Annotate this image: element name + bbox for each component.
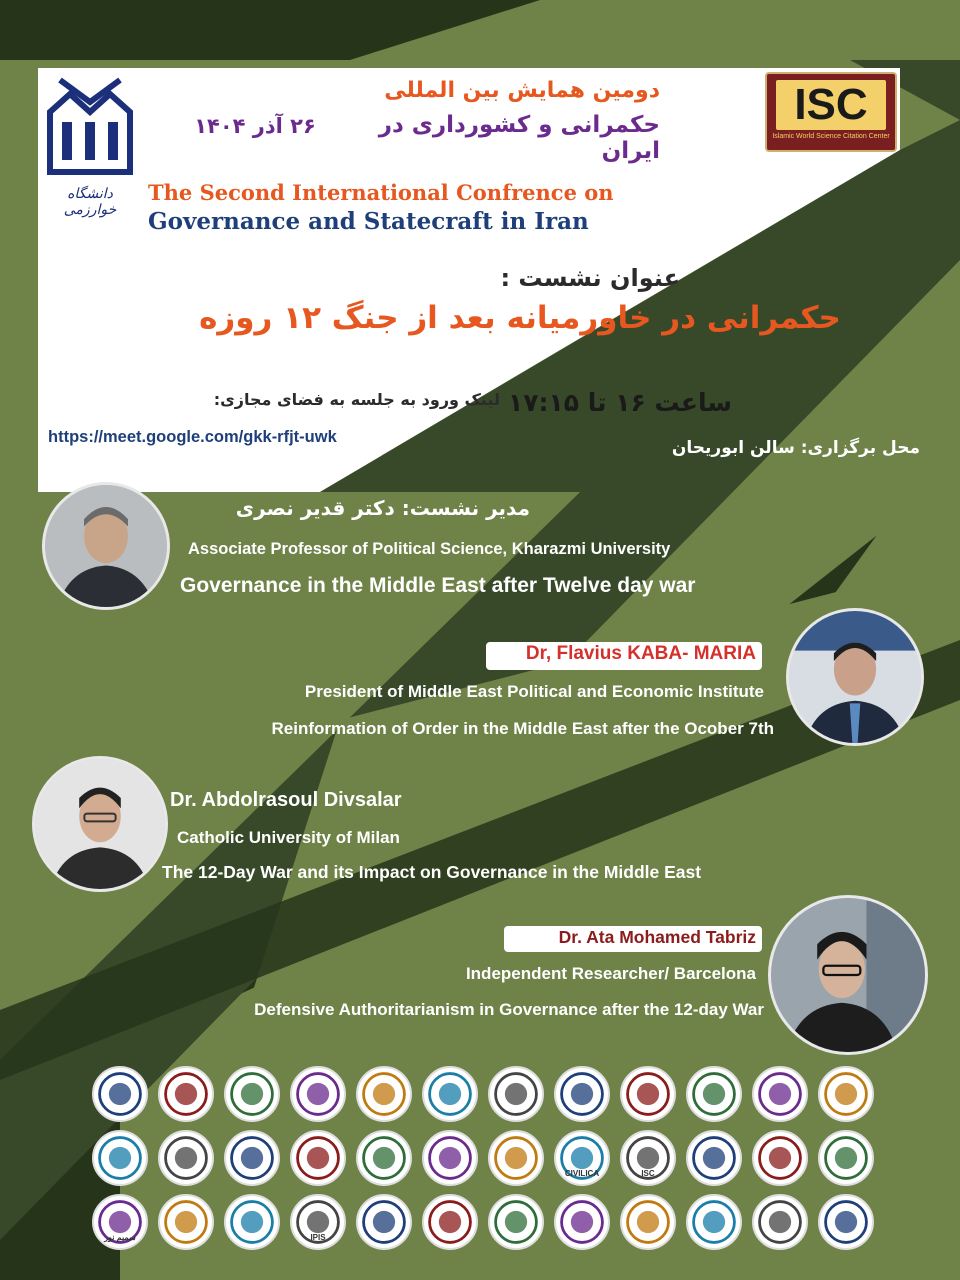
en-conference-title-line2: Governance and Statecraft in Iran: [148, 208, 589, 235]
emblem-icon: [358, 1132, 410, 1184]
emblem-icon: [754, 1068, 806, 1120]
partner-logo: [290, 1130, 346, 1186]
emblem-icon: [556, 1196, 608, 1248]
speaker-name-moderator: مدیر نشست: دکتر قدیر نصری: [235, 496, 530, 520]
isc-logo-text: ISC: [776, 80, 886, 130]
emblem-icon: [226, 1132, 278, 1184]
emblem-icon: [556, 1068, 608, 1120]
partner-logo: [686, 1066, 742, 1122]
partner-logo-label: ISC: [641, 1169, 655, 1178]
partner-logo-label: IPIS: [310, 1233, 326, 1242]
emblem-icon: [820, 1196, 872, 1248]
partner-logo: [818, 1130, 874, 1186]
partner-logo: [356, 1194, 412, 1250]
partner-logo: [488, 1130, 544, 1186]
emblem-icon: [94, 1068, 146, 1120]
partner-logo: [752, 1130, 808, 1186]
emblem-icon: [358, 1068, 410, 1120]
emblem-icon: [424, 1196, 476, 1248]
partner-logo: [290, 1194, 346, 1250]
partner-logo: [488, 1194, 544, 1250]
speaker-photo-divsalar: [32, 756, 168, 892]
partner-logo: [224, 1194, 280, 1250]
partner-logo: [818, 1066, 874, 1122]
emblem-icon: [160, 1196, 212, 1248]
partner-logo: [356, 1130, 412, 1186]
isc-logo: [765, 72, 897, 152]
partner-logo: [92, 1066, 148, 1122]
partner-logo: [554, 1194, 610, 1250]
partner-logo: [356, 1066, 412, 1122]
emblem-icon: [820, 1068, 872, 1120]
emblem-icon: [292, 1132, 344, 1184]
fa-conference-title-line1: دومین همایش بین المللی: [384, 78, 660, 103]
emblem-icon: [688, 1068, 740, 1120]
partner-logo: [554, 1066, 610, 1122]
emblem-icon: [688, 1196, 740, 1248]
partner-logo: [752, 1066, 808, 1122]
person-portrait-icon: [45, 485, 167, 607]
session-time: ساعت ۱۶ تا ۱۷:۱۵: [508, 388, 732, 417]
kharazmi-university-logo: [40, 72, 140, 218]
fa-conference-title-line2: حکمرانی و کشورداری در ایران: [378, 112, 660, 164]
speaker-name-tabriz: Dr. Ata Mohamed Tabriz: [558, 927, 756, 947]
speaker-topic-moderator: Governance in the Middle East after Twelve day war: [180, 574, 696, 597]
speaker-photo-kaba-maria: [786, 608, 924, 746]
partner-logo: [620, 1066, 676, 1122]
partner-logo: [620, 1194, 676, 1250]
emblem-icon: [424, 1132, 476, 1184]
speaker-photo-tabriz: [768, 895, 928, 1055]
partner-logo: [554, 1130, 610, 1186]
speaker-affiliation-tabriz: Independent Researcher/ Barcelona: [465, 964, 756, 983]
speaker-topic-kaba-maria: Reinformation of Order in the Middle East after the Ocober 7th: [271, 719, 774, 738]
partner-logo: [686, 1130, 742, 1186]
meeting-link-label: لینک ورود به جلسه به فضای مجازی:: [213, 390, 500, 409]
en-conference-title-line1: The Second International Confrence on: [148, 180, 614, 205]
emblem-icon: [622, 1068, 674, 1120]
speaker-topic-divsalar: The 12-Day War and its Impact on Governance in the Middle East: [162, 862, 702, 882]
emblem-icon: [688, 1132, 740, 1184]
emblem-icon: [490, 1132, 542, 1184]
person-portrait-icon: [35, 759, 165, 889]
emblem-icon: [820, 1132, 872, 1184]
emblem-icon: [358, 1196, 410, 1248]
partner-logo: [158, 1194, 214, 1250]
partner-logo: [620, 1130, 676, 1186]
emblem-icon: [226, 1196, 278, 1248]
emblem-icon: [754, 1196, 806, 1248]
emblem-icon: [292, 1068, 344, 1120]
session-title-label: عنوان نشست :: [500, 264, 680, 292]
partner-logo: [290, 1066, 346, 1122]
partner-logo: [158, 1066, 214, 1122]
emblem-icon: [160, 1068, 212, 1120]
speaker-photo-moderator: [42, 482, 170, 610]
speaker-name-divsalar: Dr. Abdolrasoul Divsalar: [170, 789, 402, 811]
speaker-affiliation-divsalar: Catholic University of Milan: [177, 828, 400, 847]
meeting-link[interactable]: https://meet.google.com/gkk-rfjt-uwk: [48, 428, 337, 446]
partner-logo: [224, 1130, 280, 1186]
emblem-icon: [622, 1196, 674, 1248]
partner-logo: [818, 1194, 874, 1250]
conference-date: ۲۶ آذر ۱۴۰۴: [194, 114, 316, 138]
speaker-name-kaba-maria: Dr, Flavius KABA- MARIA: [525, 643, 756, 664]
person-portrait-icon: [771, 898, 925, 1052]
university-name: دانشگاه خوارزمی: [63, 186, 117, 218]
partner-logo: [92, 1130, 148, 1186]
partner-logo: [158, 1130, 214, 1186]
person-portrait-icon: [789, 611, 921, 743]
session-venue: محل برگزاری: سالن ابوریحان: [671, 438, 920, 458]
partner-logo-label: CIVILICA: [564, 1169, 600, 1178]
partner-logo: [422, 1130, 478, 1186]
university-emblem-icon: [40, 72, 140, 182]
emblem-icon: [754, 1132, 806, 1184]
partner-logo: [224, 1066, 280, 1122]
speaker-affiliation-moderator: Associate Professor of Political Science, Kharazmi University: [188, 540, 671, 558]
isc-logo-subtitle: Islamic World Science Citation Center: [772, 133, 890, 140]
emblem-icon: [226, 1068, 278, 1120]
session-title: حکمرانی در خاورمیانه بعد از جنگ ۱۲ روزه: [199, 300, 841, 336]
partner-logo-label: سمیم نور: [104, 1233, 136, 1242]
partner-logo: [686, 1194, 742, 1250]
partner-logo: [422, 1066, 478, 1122]
partner-logo: [92, 1194, 148, 1250]
emblem-icon: [424, 1068, 476, 1120]
partner-logo: [752, 1194, 808, 1250]
partner-logo: [488, 1066, 544, 1122]
emblem-icon: [490, 1068, 542, 1120]
partner-logos: [92, 1066, 892, 1266]
emblem-icon: [160, 1132, 212, 1184]
emblem-icon: [94, 1132, 146, 1184]
speaker-affiliation-kaba-maria: President of Middle East Political and Economic Institute: [304, 682, 764, 701]
emblem-icon: [490, 1196, 542, 1248]
speaker-topic-tabriz: Defensive Authoritarianism in Governance after the 12-day War: [254, 1000, 764, 1019]
partner-logo: [422, 1194, 478, 1250]
